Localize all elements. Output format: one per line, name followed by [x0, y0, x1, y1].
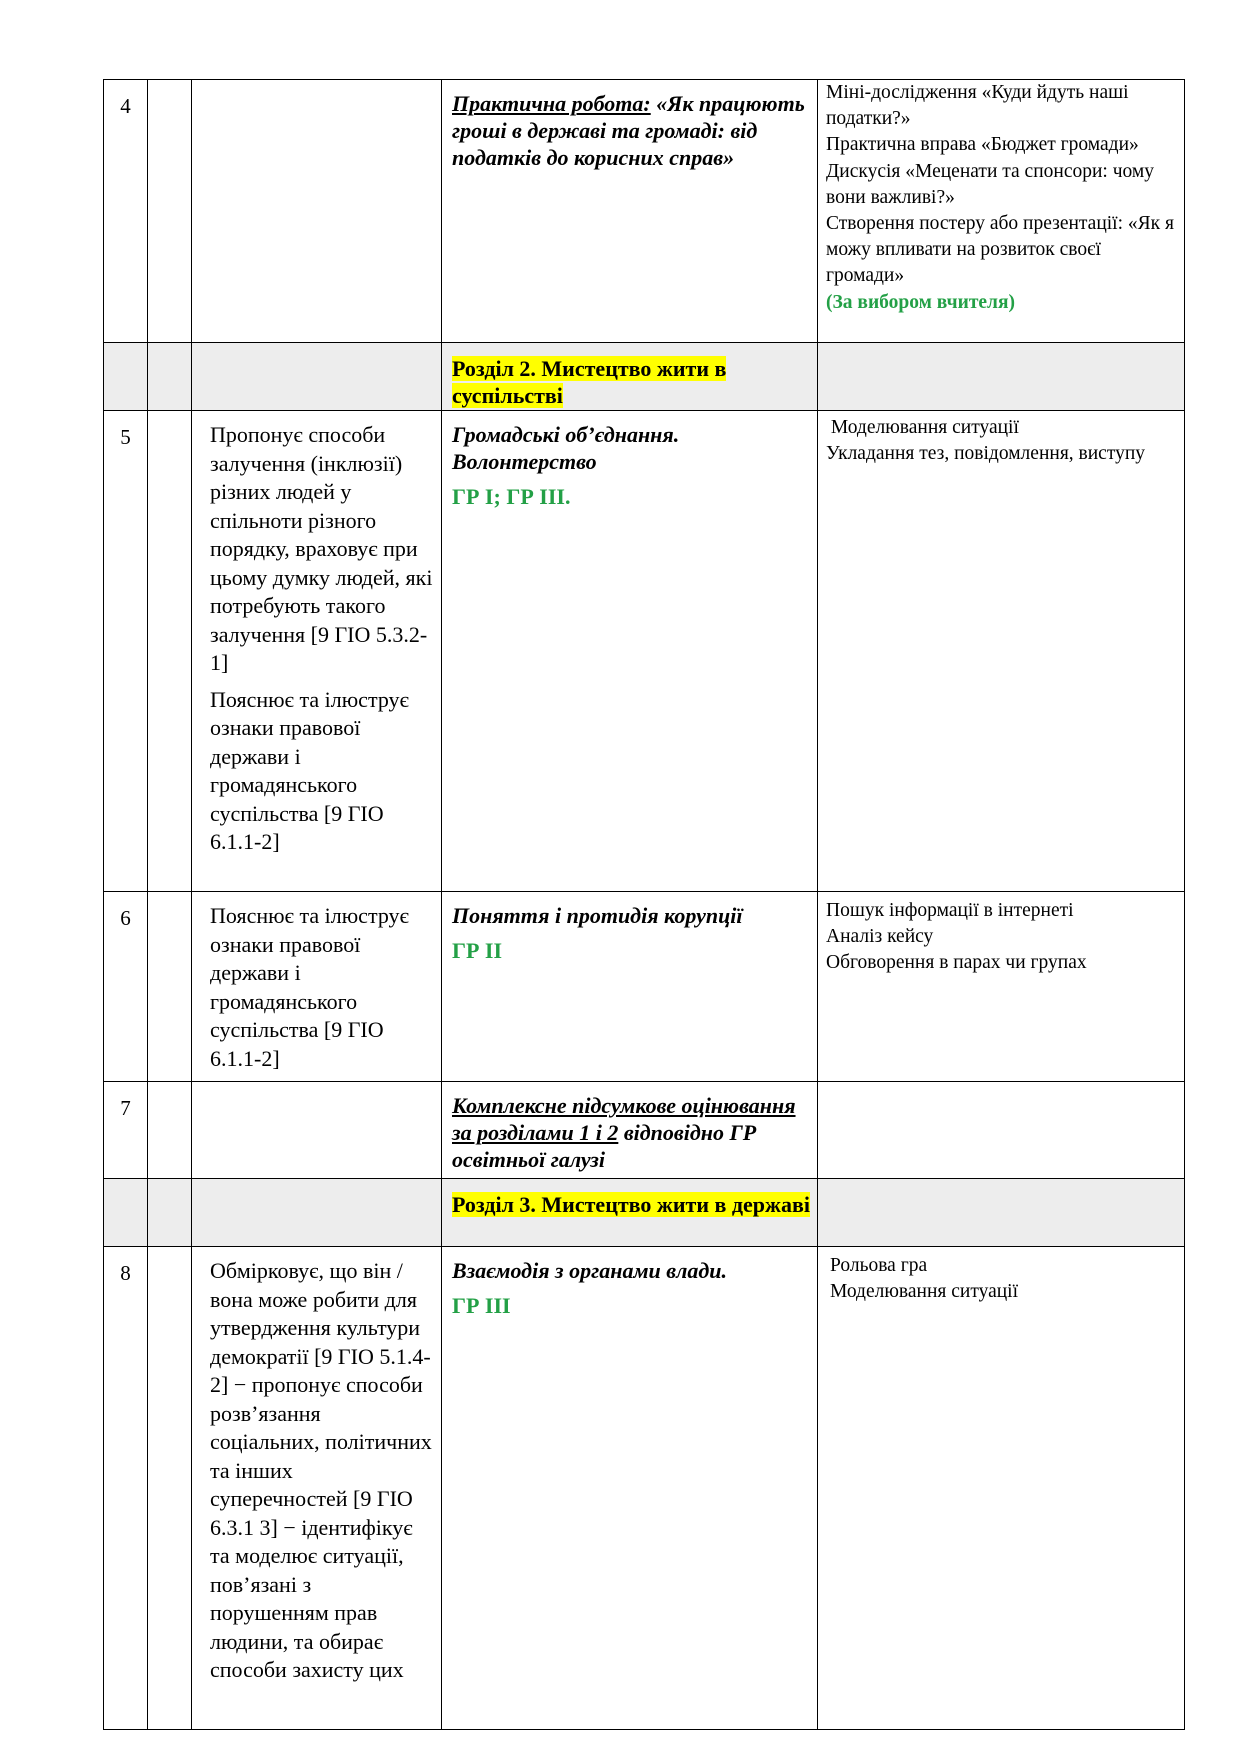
section-title: Розділ 3. Мистецтво жити в державі: [452, 1192, 810, 1217]
topic-cell: [442, 1247, 818, 1730]
activities-cell: [818, 1082, 1185, 1179]
curriculum-table: [103, 79, 1185, 1730]
table-row: [104, 892, 1185, 1082]
activities-cell: [818, 411, 1185, 892]
gr-label: ГР ІІІ: [452, 1293, 511, 1318]
teacher-choice-note: (За вибором вчителя): [826, 291, 1016, 313]
section-title-cell: [442, 1179, 818, 1247]
activity-item: Створення постеру або презентації: «Як я можу впливати на розвиток своєї громади»: [826, 213, 1174, 287]
activity-item: Аналіз кейсу: [826, 926, 934, 948]
activity-item: Укладання тез, повідомлення, виступу: [826, 443, 1146, 465]
gr-label: ГР І; ГР ІІІ.: [452, 484, 571, 509]
row-number: 7: [104, 1082, 148, 1179]
gr-label: ГР ІІ: [452, 938, 503, 963]
section-title-cell: [442, 343, 818, 411]
activity-item: Рольова гра: [830, 1255, 928, 1276]
row-number: 5: [104, 411, 148, 892]
activity-item: Пошук інформації в інтернеті: [826, 900, 1074, 921]
row-number: 4: [104, 80, 148, 343]
topic-text: відповідно ГР освітньої галузі: [452, 1120, 757, 1172]
topic-cell: [442, 411, 818, 892]
section-row: [104, 1179, 1185, 1247]
topic-underlined: Практична робота:: [452, 91, 651, 116]
empty-cell: [148, 1247, 192, 1730]
table-row: [104, 80, 1185, 343]
section-title: Розділ 2. Мистецтво жити в суспільстві: [452, 356, 727, 408]
activity-item: Моделювання ситуації: [830, 1281, 1019, 1303]
activity-item: Моделювання ситуації: [826, 417, 1019, 438]
activity-item: Обговорення в парах чи групах: [826, 952, 1087, 974]
result-text: Обмірковує, що він / вона може робити для утвердження культури демократії [9 ГІО 5.1.4-2] − пропонує способи розв’язання соціальних, політичних та інших суперечностей [9 ГІО 6.3.1 3] − ідентифікує та моделює ситуації, пов’язані з порушенням прав людини, та обирає способи захисту цих: [210, 1258, 432, 1682]
table-row: [104, 411, 1185, 892]
empty-cell: [148, 80, 192, 343]
results-cell: [192, 80, 442, 343]
activities-cell: [818, 892, 1185, 1082]
topic-cell: [442, 892, 818, 1082]
table-row: [104, 1082, 1185, 1179]
result-text: Пояснює та ілюструє ознаки правової держави і громадянського суспільства [9 ГІО 6.1.1-2]: [210, 686, 409, 854]
activities-cell: [818, 1247, 1185, 1730]
results-cell: [192, 411, 442, 892]
activity-item: Міні-дослідження «Куди йдуть наші податки?»: [826, 82, 1129, 130]
topic-cell: [442, 80, 818, 343]
row-number: 8: [104, 1247, 148, 1730]
activity-item: Дискусія «Меценати та спонсори: чому вони важливі?»: [826, 160, 1154, 208]
section-row: [104, 343, 1185, 411]
activities-cell: [818, 80, 1185, 343]
topic-text: Поняття і протидія корупції: [452, 903, 743, 928]
results-cell: [192, 1247, 442, 1730]
topic-text: Взаємодія з органами влади.: [452, 1258, 728, 1283]
topic-text: «Як працюють гроші в державі та громаді: від податків до корисних справ»: [452, 91, 805, 170]
results-cell: [192, 1082, 442, 1179]
activity-item: Практична вправа «Бюджет громади»: [826, 134, 1139, 156]
empty-cell: [148, 411, 192, 892]
topic-text: Громадські об’єднання. Волонтерство: [452, 422, 680, 474]
row-number: 6: [104, 892, 148, 1082]
topic-cell: [442, 1082, 818, 1179]
result-text: Пропонує способи залучення (інклюзії) різних людей у спільноти різного порядку, враховує при цьому думку людей, які потребують такого залучення [9 ГІО 5.3.2-1]: [210, 422, 433, 675]
empty-cell: [148, 892, 192, 1082]
topic-underlined: Комплексне підсумкове оцінювання за розділами 1 і 2: [452, 1093, 796, 1145]
table-row: [104, 1247, 1185, 1730]
empty-cell: [148, 1082, 192, 1179]
results-cell: [192, 892, 442, 1082]
result-text: Пояснює та ілюструє ознаки правової держави і громадянського суспільства [9 ГІО 6.1.1-2]: [210, 903, 409, 1071]
